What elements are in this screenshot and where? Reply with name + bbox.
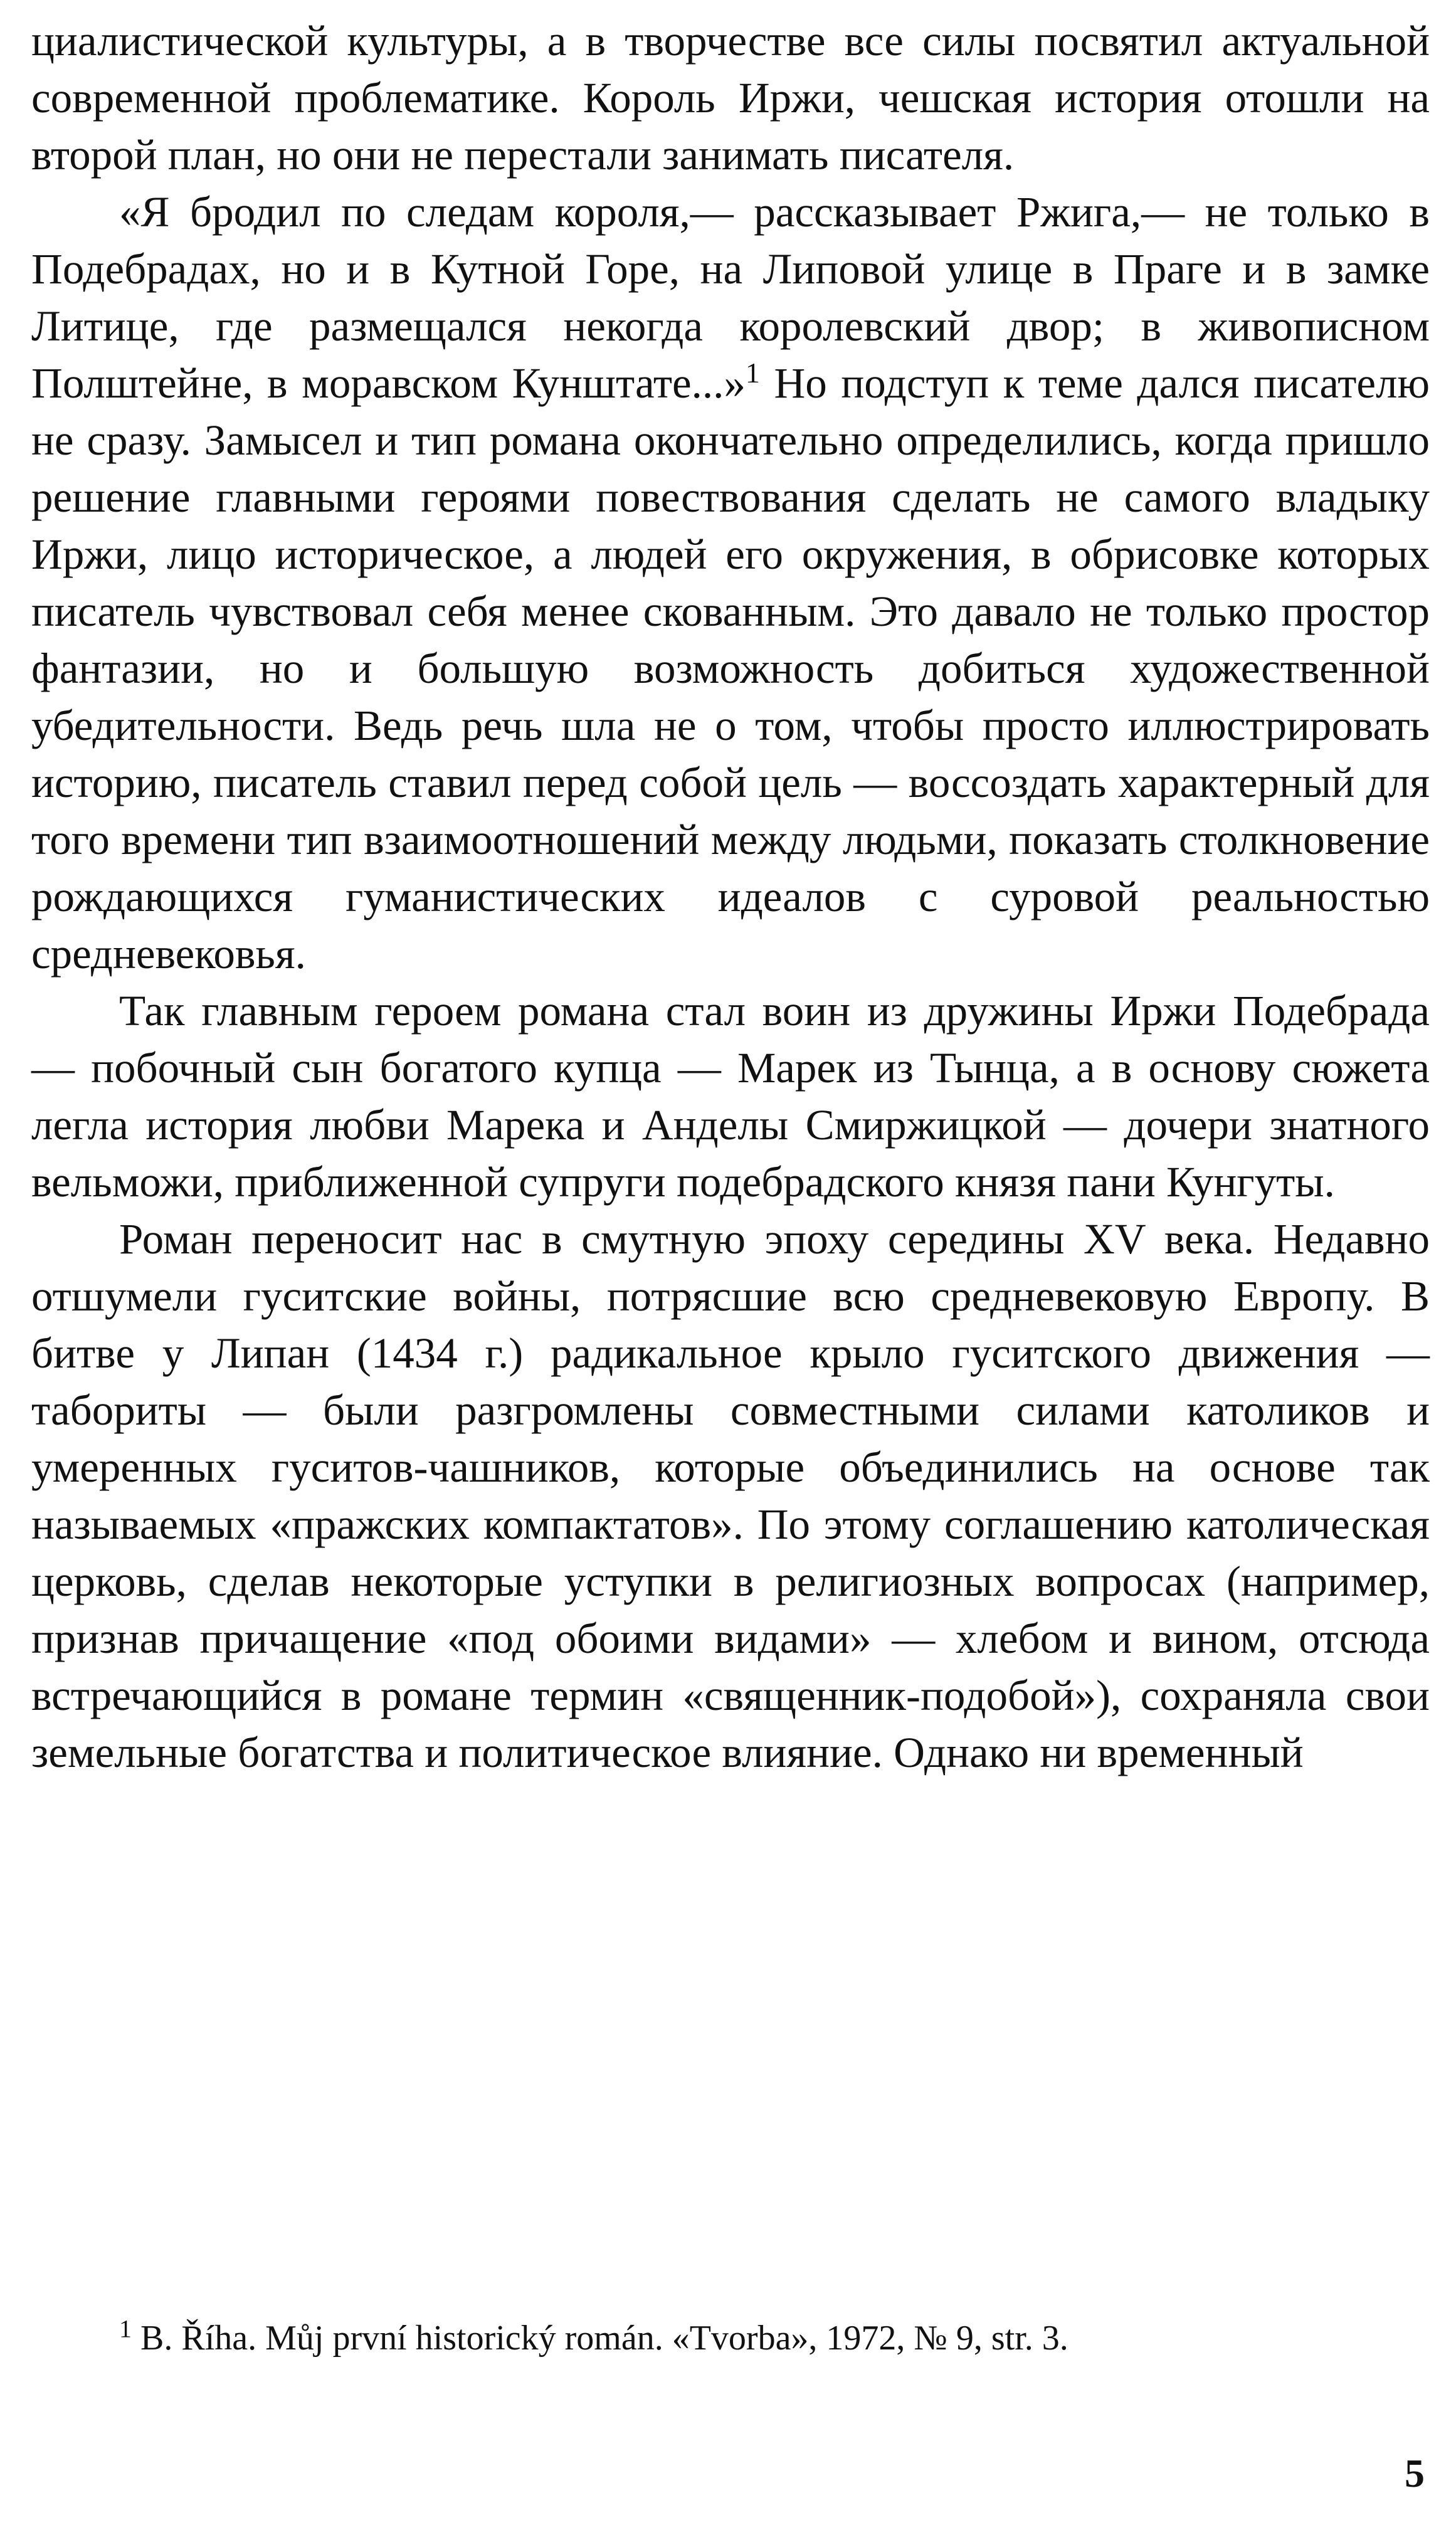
footnote [31,2314,1430,2363]
footnote-reference[interactable]: 1 [745,357,760,389]
paragraph-continued: циалистической культуры, а в творчестве все силы посвятил актуальной современной проблематике. Король Иржи, чешская история отошли на второй план, но они не перестали занимать писателя. [31,17,1430,179]
page-number: 5 [1405,2451,1425,2496]
paragraph-quote [31,184,1430,983]
footnote-text: B. Říha. Můj první historický román. «Tvorba», 1972, № 9, str. 3. [140,2319,1068,2358]
page-body [31,13,1430,1781]
quote-text: «Я бродил по следам короля,— рассказывает Ржига,— не только в Подебрадах, но и в Кутной Горе, на Липовой улице в Праге и в замке Литице, где размещался некогда королевский двор; в живописном Полштейне, в моравском Кунштате...» [31,188,1430,407]
paragraph-hero: Так главным героем романа стал воин из дружины Иржи Подебрада — побочный сын богатого купца — Марек из Тынца, а в основу сюжета легла история любви Марека и Анделы Смиржицкой — дочери знатного вельможи, приближенной супруги подебрадского князя пани Кунгуты. [31,987,1430,1206]
paragraph-epoch: Роман переносит нас в смутную эпоху середины XV века. Недавно отшумели гуситские войны, потрясшие всю средневековую Европу. В битве у Липан (1434 г.) радикальное крыло гуситского движения — табориты — были разгромлены совместными силами католиков и умеренных гуситов-чашников, которые объединились на основе так называемых «пражских компактатов». По этому соглашению католическая церковь, сделав некоторые уступки в религиозных вопросах (например, признав причащение «под обоими видами» — хлебом и вином, отсюда встречающийся в романе термин «священник-подобой»), сохраняла свои земельные богатства и политическое влияние. Однако ни временный [31,1215,1430,1776]
quote-continuation: Но подступ к теме дался писателю не сразу. Замысел и тип романа окончательно определились, когда пришло решение главными героями повествования сделать не самого владыку Иржи, лицо историческое, а людей его окружения, в обрисовке которых писатель чувствовал себя менее скованным. Это давало не только простор фантазии, но и большую возможность добиться художественной убедительности. Ведь речь шла не о том, чтобы просто иллюстрировать историю, писатель ставил перед собой цель — воссоздать характерный для того времени тип взаимоотношений между людьми, показать столкновение рождающихся гуманистических идеалов с суровой реальностью средневековья. [31,359,1430,978]
footnote-number: 1 [119,2314,132,2343]
